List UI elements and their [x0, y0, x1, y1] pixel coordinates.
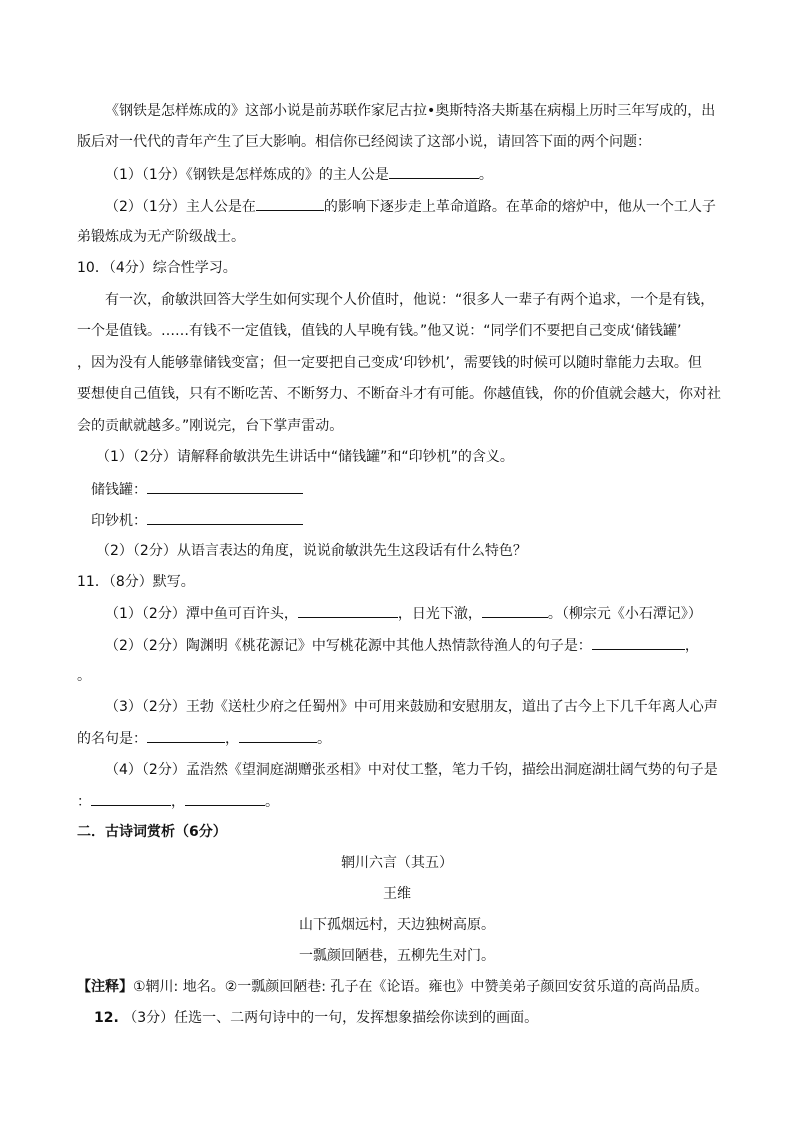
- poem-author: 王维: [383, 886, 411, 902]
- answer-blank[interactable]: [147, 510, 303, 525]
- q11-sub1-mid: ，日光下澈，: [397, 606, 482, 622]
- note-label: 【注释】: [77, 979, 133, 995]
- q9-sub1-text: （1）（1分）《钢铁是怎样炼成的》的主人公是: [105, 167, 389, 183]
- q9-sub1: [105, 164, 493, 184]
- answer-blank[interactable]: [592, 635, 685, 650]
- section2-header: 二．古诗词赏析（6分）: [77, 824, 227, 840]
- answer-blank[interactable]: [298, 603, 398, 618]
- answer-blank[interactable]: [239, 728, 317, 743]
- q10-sub1: （1）（2分）请解释俞敏洪先生讲话中“储钱罐”和“印钞机”的含义。: [96, 449, 514, 465]
- q12-text: （3分）任选一、二两句诗中的一句，发挥想象描绘你读到的画面。: [123, 1010, 539, 1026]
- answer-blank[interactable]: [91, 791, 171, 806]
- q9-sub2-text: （2）（1分）主人公是在: [105, 199, 256, 215]
- note-text: ①辋川: 地名。②一瓢颜回陋巷: 孔子在《论语。雍也》中赞美弟子颜回安贫乐道的高尚品质。: [133, 979, 709, 995]
- answer-blank[interactable]: [147, 479, 303, 494]
- q9-sub2-line2: 弟锻炼成为无产阶级战士。: [77, 229, 245, 245]
- chuqian-label: 储钱罐：: [91, 482, 147, 498]
- q11-sub1: [105, 603, 702, 623]
- q10-chuqian-row: [91, 479, 303, 499]
- answer-blank[interactable]: [256, 196, 324, 211]
- q9-sub2: [105, 196, 716, 216]
- q11-sub2-text: （2）（2分）陶渊明《桃花源记》中写桃花源中其他人热情款待渔人的句子是：: [105, 638, 592, 654]
- q11-sub3-end: 。: [317, 731, 331, 747]
- q12-number: 12.: [94, 1010, 119, 1026]
- q9-sub2-rest: 的影响下逐步走上革命道路。在革命的熔炉中，他从一个工人子: [323, 199, 716, 215]
- q9-sub1-end: 。: [478, 167, 493, 183]
- intro-line-1: 《钢铁是怎样炼成的》这部小说是前苏联作家尼古拉•奥斯特洛夫斯基在病榻上历时三年写成的，出: [105, 103, 716, 119]
- q11-sub4-line2: [77, 791, 279, 811]
- q11-sub1-text: （1）（2分）潭中鱼可百许头，: [105, 606, 298, 622]
- yinchao-label: 印钞机：: [91, 513, 147, 529]
- q11-sub3-label: 的名句是：: [77, 731, 147, 747]
- q12: [94, 1008, 538, 1028]
- q10-header: 10．（4分）综合性学习。: [77, 260, 237, 276]
- q11-sub2-comma: ，: [684, 638, 699, 654]
- q10-yinchao-row: [91, 510, 303, 530]
- poem-line-2: 一瓢颜回陋巷，五柳先生对门。: [299, 948, 495, 964]
- answer-blank[interactable]: [482, 603, 548, 618]
- q11-sub3: （3）（2分）王勃《送杜少府之任蜀州》中可用来鼓励和安慰朋友，道出了古今上下几千年离人心声: [105, 699, 718, 715]
- q11-sub2: [105, 635, 699, 655]
- answer-blank[interactable]: [147, 728, 225, 743]
- q11-sub4-end: 。: [265, 794, 279, 810]
- intro-line-2: 版后对一代代的青年产生了巨大影响。相信你已经阅读了这部小说，请回答下面的两个问题：: [77, 134, 651, 150]
- q11-sub1-end: 。（柳宗元《小石潭记》）: [547, 606, 702, 622]
- answer-blank[interactable]: [185, 791, 265, 806]
- poem-line-1: 山下孤烟远村，天边独树高原。: [299, 917, 495, 933]
- q10-passage-2: 一个是值钱。……有钱不一定值钱，值钱的人早晚有钱。”他又说：“同学们不要把自己变成‘储钱罐’: [77, 323, 682, 339]
- q10-sub2: （2）（2分）从语言表达的角度，说说俞敏洪先生这段话有什么特色？: [96, 543, 527, 559]
- q11-sub4: （4）（2分）孟浩然《望洞庭湖赠张丞相》中对仗工整，笔力千钧，描绘出洞庭湖壮阔气势的句子是: [105, 762, 718, 778]
- poem-note: [77, 977, 708, 997]
- poem-title: 辋川六言（其五）: [341, 855, 453, 871]
- q11-header: 11．（8分）默写。: [77, 574, 195, 590]
- q11-sub4-comma: ，: [171, 794, 185, 810]
- q10-passage-3: ，因为没有人能够靠储钱变富；但一定要把自己变成‘印钞机’，需要钱的时候可以随时靠能力去取。但: [77, 355, 702, 371]
- q11-sub4-colon: ：: [77, 794, 91, 810]
- q10-passage-4: 要想使自己值钱，只有不断吃苦、不断努力、不断奋斗才有可能。你越值钱，你的价值就会越大，你对社: [77, 386, 721, 402]
- q11-sub2-line2: 。: [77, 668, 91, 684]
- q10-passage-1: 有一次，俞敏洪回答大学生如何实现个人价值时，他说：“很多人一辈子有两个追求，一个是有钱，: [105, 292, 715, 308]
- q10-passage-5: 会的贡献就越多。”刚说完，台下掌声雷动。: [77, 418, 344, 434]
- answer-blank[interactable]: [389, 164, 479, 179]
- q11-sub3-comma: ，: [225, 731, 239, 747]
- q11-sub3-line2: [77, 728, 331, 748]
